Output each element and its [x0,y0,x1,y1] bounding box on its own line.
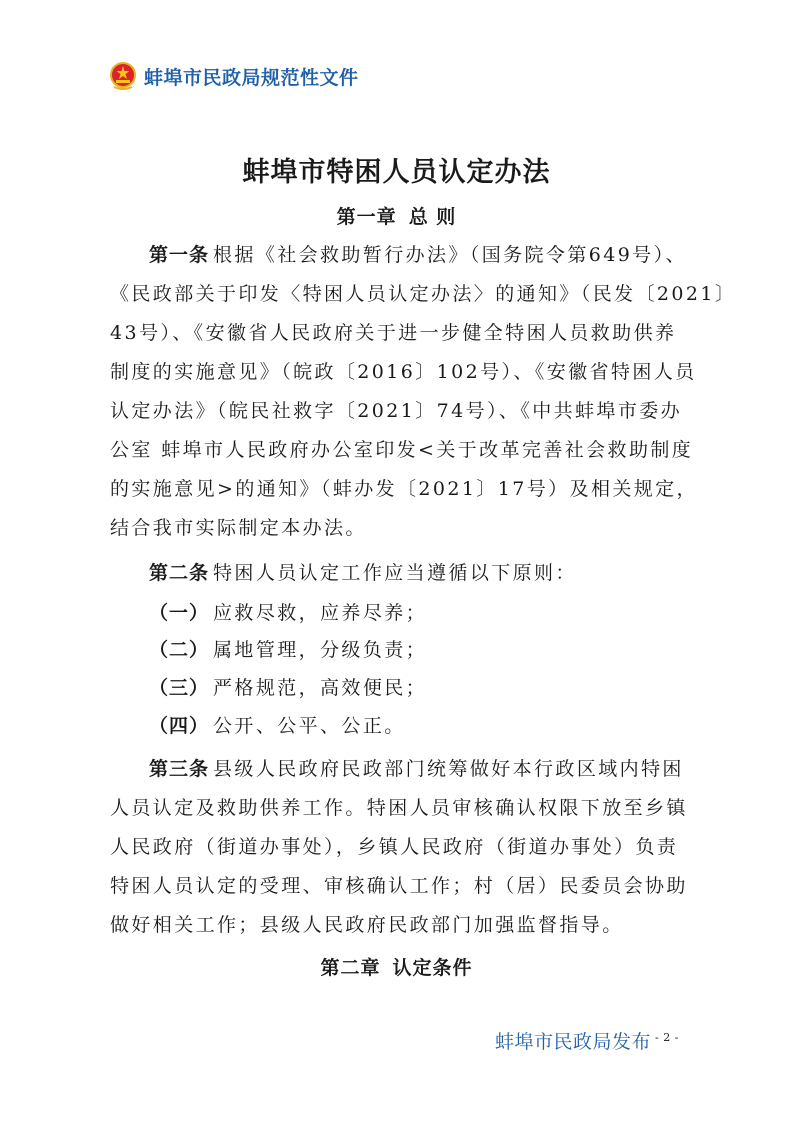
principle-1-text: 应救尽救，应养尽养； [213,602,428,624]
article-2-line [149,558,577,585]
principle-1-label: （一） [149,602,210,624]
principle-2 [149,635,427,662]
principle-4-label: （四） [149,715,210,737]
chapter-1-heading [0,202,793,229]
principle-3-text: 严格规范，高效便民； [213,677,428,699]
document-header [108,58,359,94]
principle-3-label: （三） [149,677,210,699]
chapter-2-number: 第二章 [320,957,381,979]
principle-2-text: 属地管理，分级负责； [213,639,428,661]
document-title: 蚌埠市特困人员认定办法 [242,157,551,188]
article-3-line: 人员认定及救助供养工作。特困人员审核确认权限下放至乡镇 [110,797,688,819]
article-1-line: 《民政部关于印发〈特困人员认定办法〉的通知》（民发〔2021〕 [110,283,737,305]
article-2-text: 特困人员认定工作应当遵循以下原则： [213,562,577,584]
article-3-line: 人民政府（街道办事处），乡镇人民政府（街道办事处）负责 [110,836,679,858]
national-emblem-icon [108,61,138,91]
document-footer [495,1027,679,1054]
footer-publisher: 蚌埠市民政局发布 [495,1031,652,1053]
chapter-1-number: 第一章 [336,206,397,228]
principle-4 [149,711,406,738]
article-1-line: 43号）、《安徽省人民政府关于进一步健全特困人员救助供养 [110,322,677,344]
chapter-1-name: 总 则 [408,206,457,228]
article-1-line: 的实施意见>的通知》（蚌办发〔2021〕17号）及相关规定， [110,478,698,500]
article-3-line: 特困人员认定的受理、审核确认工作；村（居）民委员会协助 [110,875,688,897]
article-1-line: 制度的实施意见》（皖政〔2016〕102号）、《安徽省特困人员 [110,361,697,383]
article-2-label: 第二条 [149,562,210,584]
header-title: 蚌埠市民政局规范性文件 [144,66,359,89]
article-1-line: 认定办法》（皖民社救字〔2021〕74号）、《中共蚌埠市委办 [110,400,683,422]
article-3-line: 做好相关工作；县级人民政府民政部门加强监督指导。 [110,914,624,936]
article-3-text: 县级人民政府民政部门统筹做好本行政区域内特困 [213,758,684,780]
article-3-line [149,754,684,781]
chapter-2-name: 认定条件 [392,957,473,979]
page-number: - 2 - [655,1030,679,1044]
article-1-line: 公室 蚌埠市人民政府办公室印发<关于改革完善社会救助制度 [110,439,694,461]
article-3-label: 第三条 [149,758,210,780]
principle-2-label: （二） [149,639,210,661]
article-1-text: 根据《社会救助暂行办法》（国务院令第649号）、 [213,244,687,266]
principle-3 [149,673,427,700]
chapter-2-heading [0,953,793,980]
article-1-label: 第一条 [149,244,210,266]
article-1-line [149,240,687,267]
principle-4-text: 公开、公平、公正。 [213,715,406,737]
article-1-line: 结合我市实际制定本办法。 [110,517,367,539]
principle-1 [149,598,427,625]
